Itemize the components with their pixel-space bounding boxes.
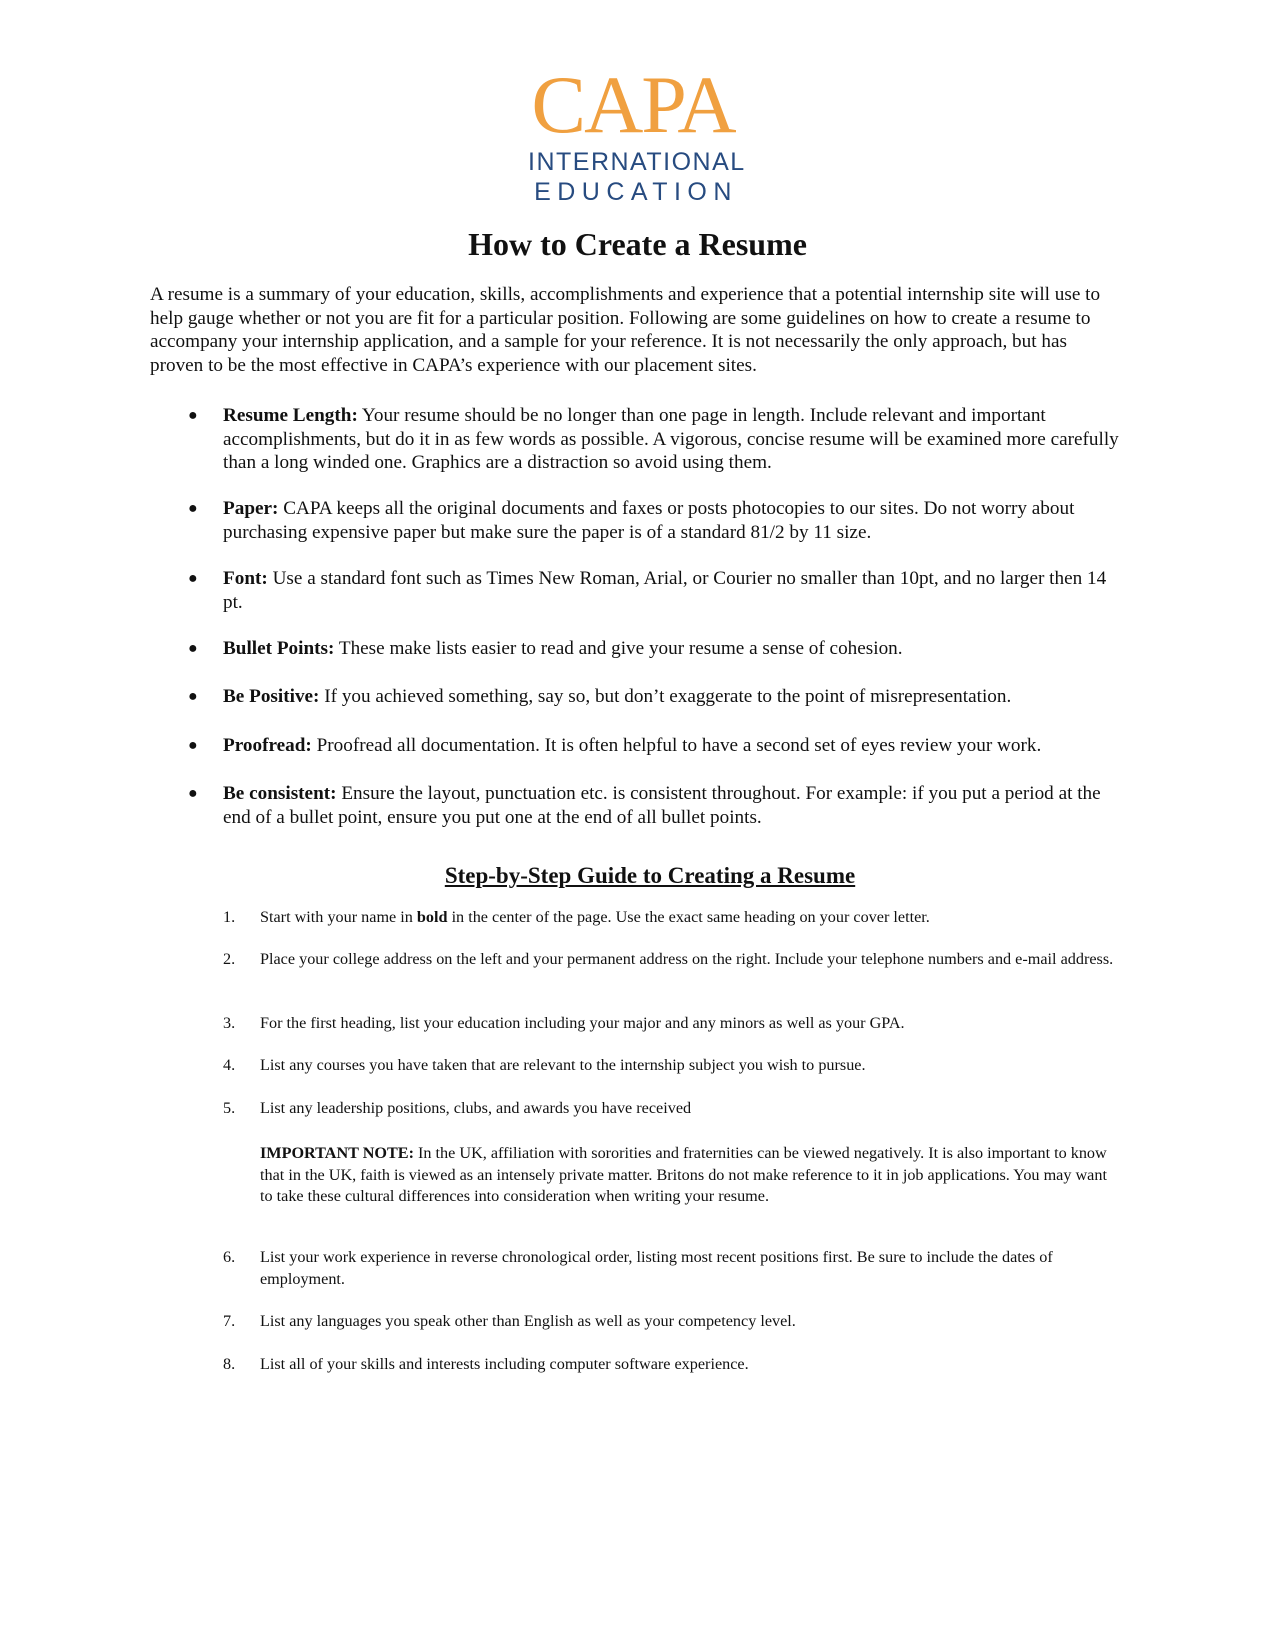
guideline-text: If you achieved something, say so, but don’t exaggerate to the point of misrepresentation. xyxy=(319,686,1012,707)
step-text: List any courses you have taken that are relevant to the internship subject you wish to pursue. xyxy=(260,1056,866,1074)
logo-line-education: EDUCATION xyxy=(534,178,738,206)
step-number: 5. xyxy=(223,1099,236,1117)
guideline-text: Proofread all documentation. It is often helpful to have a second set of eyes review your work. xyxy=(311,735,1042,756)
step-item xyxy=(223,1013,1120,1035)
step-item xyxy=(223,1354,1120,1376)
step-number: 3. xyxy=(223,1014,236,1032)
guideline-item-be-positive xyxy=(188,685,1123,709)
guideline-label: Proofread: xyxy=(223,735,312,756)
step-text: List your work experience in reverse chronological order, listing most recent positions first. Be sure to include the dates of employment. xyxy=(260,1248,1053,1288)
step-number: 6. xyxy=(223,1248,236,1266)
bullet-icon: ● xyxy=(188,785,198,802)
step-item xyxy=(223,1247,1120,1290)
step-text: List any languages you speak other than English as well as your competency level. xyxy=(260,1312,796,1330)
step-item xyxy=(223,1311,1120,1333)
step-number: 7. xyxy=(223,1312,236,1330)
guideline-text: Use a standard font such as Times New Roman, Arial, or Courier no smaller than 10pt, and no larger then 14 pt. xyxy=(223,568,1107,613)
step-item xyxy=(223,907,1120,929)
guideline-text: Your resume should be no longer than one page in length. Include relevant and important accomplishments, but do it in as few words as possible. A vigorous, concise resume will be examined more carefully than a long winded one. Graphics are a distraction so avoid using them. xyxy=(223,405,1119,474)
note-label: IMPORTANT NOTE: xyxy=(260,1144,414,1162)
guideline-item-be-consistent xyxy=(188,782,1123,829)
step-item xyxy=(223,1055,1120,1077)
step-number: 4. xyxy=(223,1056,236,1074)
bullet-icon: ● xyxy=(188,570,198,587)
bullet-icon: ● xyxy=(188,500,198,517)
step-text-bold: bold xyxy=(416,908,448,926)
note-text: In the UK, affiliation with sororities and fraternities can be viewed negatively. It is also important to know that in the UK, faith is viewed as an intensely private matter. Britons do not make reference to it in job applications. You may want to take these cultural differences into consideration when writing your resume. xyxy=(260,1144,1107,1205)
guideline-label: Be Positive: xyxy=(223,686,320,707)
guideline-label: Bullet Points: xyxy=(223,638,335,659)
important-note xyxy=(260,1143,1118,1208)
guideline-label: Paper: xyxy=(223,498,279,519)
guideline-item-font xyxy=(188,567,1123,614)
step-number: 1. xyxy=(223,908,236,926)
guideline-label: Font: xyxy=(223,568,268,589)
step-text: For the first heading, list your education including your major and any minors as well as your GPA. xyxy=(260,1014,905,1032)
logo-wordmark: CAPA xyxy=(531,59,735,150)
guideline-item-resume-length xyxy=(188,404,1123,475)
step-text: Start with your name in xyxy=(260,908,417,926)
intro-paragraph: A resume is a summary of your education, skills, accomplishments and experience that a potential internship site will use to help gauge whether or not you are fit for a particular position. Following are some guidelines on how to create a resume to accompany your internship application, and a sample for your reference. It is not necessarily the only approach, but has proven to be the most effective in CAPA’s experience with our placement sites. xyxy=(150,284,1101,376)
guideline-text: These make lists easier to read and give your resume a sense of cohesion. xyxy=(334,638,903,659)
guideline-text: Ensure the layout, punctuation etc. is consistent throughout. For example: if you put a period at the end of a bullet point, ensure you put one at the end of all bullet points. xyxy=(223,783,1101,828)
guideline-item-bullet-points xyxy=(188,637,1123,661)
bullet-icon: ● xyxy=(188,407,198,424)
guideline-item-paper xyxy=(188,497,1123,544)
logo-line-international: INTERNATIONAL xyxy=(528,148,746,176)
bullet-icon: ● xyxy=(188,688,198,705)
guideline-text: CAPA keeps all the original documents and faxes or posts photocopies to our sites. Do not worry about purchasing expensive paper but make sure the paper is of a standard 81/2 by 11 size. xyxy=(223,498,1075,543)
section-heading: Step-by-Step Guide to Creating a Resume xyxy=(444,863,856,888)
step-text: Place your college address on the left and your permanent address on the right. Include your telephone numbers and e-mail address. xyxy=(260,950,1114,968)
bullet-icon: ● xyxy=(188,737,198,754)
guideline-item-proofread xyxy=(188,734,1123,758)
step-item xyxy=(223,949,1120,971)
step-number: 2. xyxy=(223,950,236,968)
step-item xyxy=(223,1098,1120,1120)
step-number: 8. xyxy=(223,1355,236,1373)
page-title: How to Create a Resume xyxy=(468,226,807,262)
capa-logo xyxy=(528,59,746,207)
step-text: List all of your skills and interests including computer software experience. xyxy=(260,1355,749,1373)
guideline-label: Be consistent: xyxy=(223,783,337,804)
guideline-label: Resume Length: xyxy=(223,405,358,426)
step-text: List any leadership positions, clubs, and awards you have received xyxy=(260,1099,692,1117)
bullet-icon: ● xyxy=(188,640,198,657)
step-text: in the center of the page. Use the exact same heading on your cover letter. xyxy=(447,908,930,926)
